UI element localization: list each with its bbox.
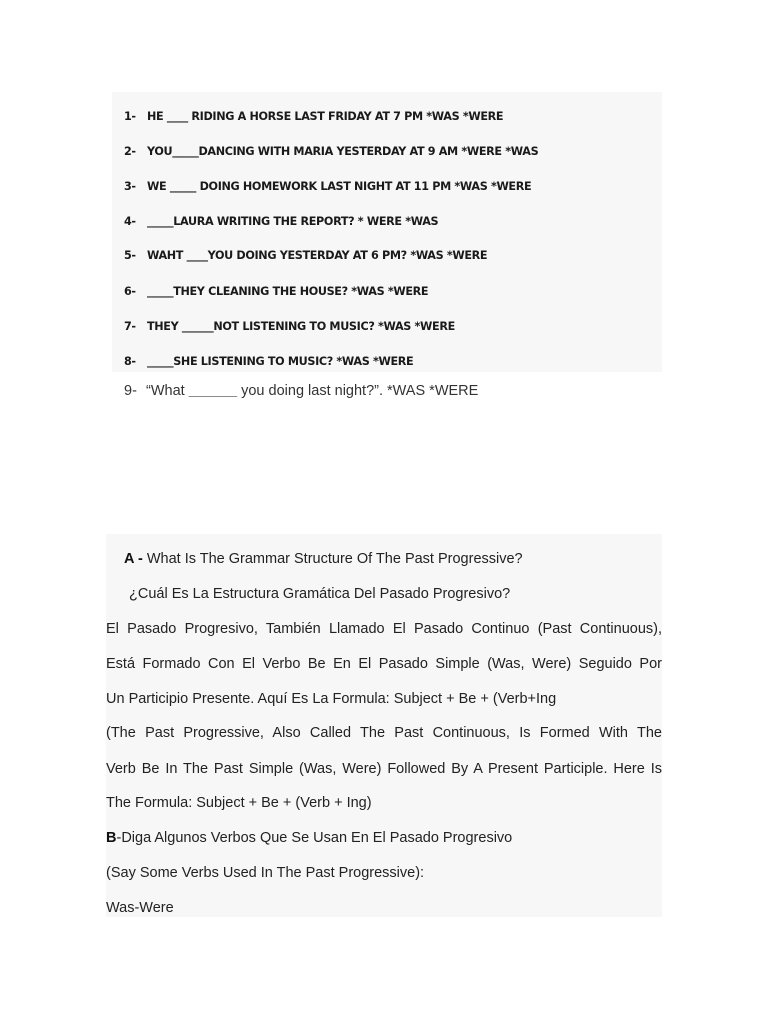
exercise-number: 8- <box>124 355 136 368</box>
section-a-answer-en-line: Verb Be In The Past Simple (Was, Were) Followed By A Present Participle. Here Is <box>106 761 662 777</box>
section-b-question-en: (Say Some Verbs Used In The Past Progressive): <box>106 865 425 881</box>
section-a-answer-es-line: Está Formado Con El Verbo Be En El Pasado Simple (Was, Were) Seguido Por <box>106 656 662 672</box>
section-a-question-es: ¿Cuál Es La Estructura Gramática Del Pasado Progresivo? <box>129 586 511 602</box>
exercise-text: WAHT ____YOU DOING YESTERDAY AT 6 PM? *WAS *WERE <box>147 249 488 262</box>
exercise-item <box>124 107 503 127</box>
exercise-item <box>124 177 531 197</box>
exercise-text: WE _____ DOING HOMEWORK LAST NIGHT AT 11 PM *WAS *WERE <box>147 180 532 193</box>
exercise-item-9 <box>124 380 478 402</box>
exercise-text-before: “What <box>146 383 189 399</box>
section-b-marker: B <box>106 830 117 846</box>
exercise-text-after: you doing last night?”. *WAS *WERE <box>237 383 479 399</box>
exercise-number: 6- <box>124 285 136 298</box>
section-a-question-en <box>124 548 523 570</box>
exercise-text: YOU_____DANCING WITH MARIA YESTERDAY AT 9 AM *WERE *WAS <box>147 145 539 158</box>
section-b-question-es-text: -Diga Algunos Verbos Que Se Usan En El Pasado Progresivo <box>116 830 513 846</box>
exercise-item <box>124 212 438 232</box>
section-a-answer-es-line: El Pasado Progresivo, También Llamado El Pasado Continuo (Past Continuous), <box>106 621 662 637</box>
exercise-item <box>124 317 455 337</box>
section-a-marker: A - <box>124 551 143 567</box>
section-a-answer-en-line: The Formula: Subject + Be + (Verb + Ing) <box>106 795 372 811</box>
exercise-number: 9- <box>124 383 137 399</box>
exercise-number: 2- <box>124 145 136 158</box>
exercise-item <box>124 282 428 302</box>
exercise-text: THEY ______NOT LISTENING TO MUSIC? *WAS *WERE <box>147 320 455 333</box>
exercise-blank: ______ <box>188 383 238 399</box>
exercise-number: 1- <box>124 110 136 123</box>
section-a-answer-es-line: Un Participio Presente. Aquí Es La Formula: Subject + Be + (Verb+Ing <box>106 691 557 707</box>
exercise-text: _____LAURA WRITING THE REPORT? * WERE *WAS <box>147 215 439 228</box>
exercise-item <box>124 352 413 372</box>
exercise-item <box>124 246 487 266</box>
exercise-item <box>124 142 538 162</box>
exercise-text: HE ____ RIDING A HORSE LAST FRIDAY AT 7 PM *WAS *WERE <box>147 110 504 123</box>
exercise-number: 5- <box>124 249 136 262</box>
section-a-question-en-text: What Is The Grammar Structure Of The Past Progressive? <box>142 551 523 567</box>
exercise-number: 3- <box>124 180 136 193</box>
exercise-text: _____SHE LISTENING TO MUSIC? *WAS *WERE <box>147 355 414 368</box>
exercise-number: 7- <box>124 320 136 333</box>
section-b-answer: Was-Were <box>106 900 174 916</box>
section-a-answer-en-line: (The Past Progressive, Also Called The Past Continuous, Is Formed With The <box>106 725 662 741</box>
exercise-number: 4- <box>124 215 136 228</box>
section-b-question-es <box>106 827 512 849</box>
exercise-text: _____THEY CLEANING THE HOUSE? *WAS *WERE <box>147 285 429 298</box>
